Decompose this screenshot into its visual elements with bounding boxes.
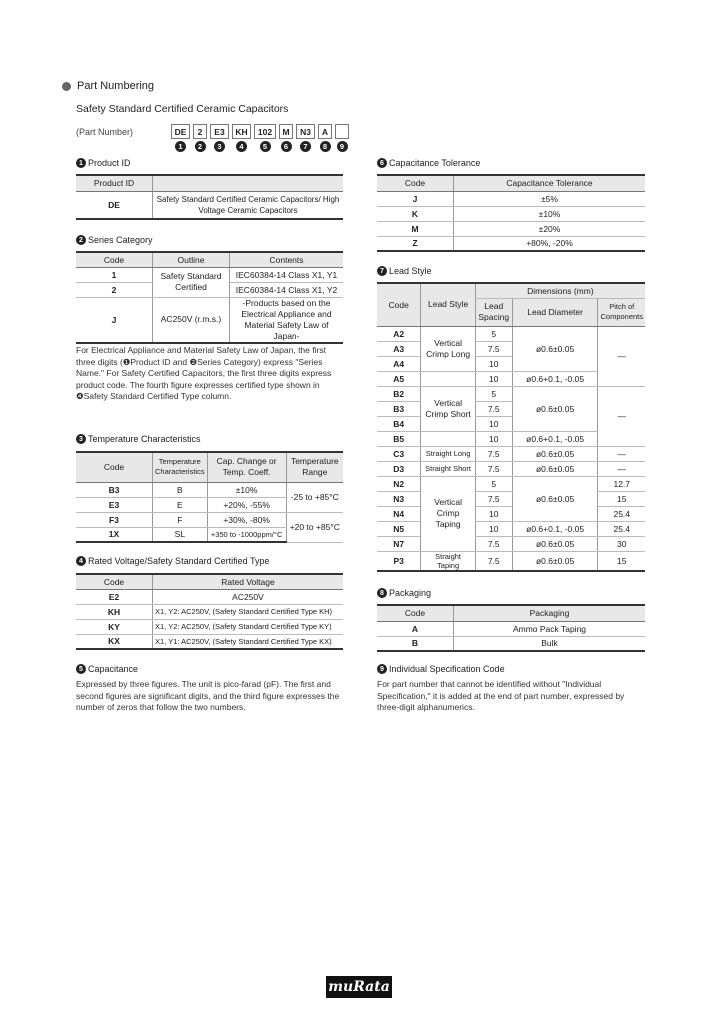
col-header: Code — [377, 175, 454, 191]
tolerance-table — [377, 174, 645, 252]
table-cell: ø0.6±0.05 — [512, 386, 598, 431]
col-header: Pitch of Components — [598, 298, 645, 326]
table-cell: 5 — [475, 326, 512, 341]
table-cell: Straight Long — [421, 446, 475, 461]
index-badge: 8 — [320, 141, 331, 152]
table-cell: Straight Short — [421, 461, 475, 476]
section-number: 1 — [76, 158, 86, 168]
table-cell: — — [598, 386, 645, 446]
table-cell: Safety Standard Certified Ceramic Capacitors/ High Voltage Ceramic Capacitors — [153, 191, 344, 219]
section-number: 7 — [377, 266, 387, 276]
table-cell: KX — [76, 634, 153, 649]
table-cell: Vertical Crimp Taping — [421, 476, 475, 551]
col-header: Outline — [153, 252, 230, 267]
table-cell: ø0.6±0.05 — [512, 476, 598, 521]
section-heading — [76, 235, 153, 245]
section-title: Individual Specification Code — [389, 664, 505, 674]
table-cell: E3 — [76, 497, 153, 512]
section-number: 4 — [76, 556, 86, 566]
table-cell: +20 to +85°C — [286, 512, 343, 542]
table-cell: -Products based on the Electrical Appliance and Material Safety Law of Japan- — [230, 297, 344, 343]
col-header: Dimensions (mm) — [475, 283, 645, 298]
table-cell: 7.5 — [475, 491, 512, 506]
table-cell: 15 — [598, 491, 645, 506]
section-title: Rated Voltage/Safety Standard Certified Type — [88, 556, 270, 566]
table-cell: 10 — [475, 356, 512, 371]
section-title: Capacitance Tolerance — [389, 158, 481, 168]
col-header: Code — [76, 252, 153, 267]
table-cell: F — [153, 512, 208, 527]
section-number: 2 — [76, 235, 86, 245]
table-cell: ±20% — [454, 221, 646, 236]
pn-box: M — [279, 124, 293, 139]
col-header: Lead Style — [421, 283, 475, 326]
table-cell: +80%, -20% — [454, 236, 646, 251]
table-cell: 2 — [76, 282, 153, 297]
section-heading — [377, 588, 431, 598]
table-cell: 25.4 — [598, 521, 645, 536]
table-cell: KH — [76, 604, 153, 619]
table-cell: -25 to +85°C — [286, 482, 343, 512]
table-cell: B2 — [377, 386, 421, 401]
index-badge: 4 — [236, 141, 247, 152]
table-cell: ø0.6+0.1, -0.05 — [512, 431, 598, 446]
table-cell: Straight Taping — [421, 551, 475, 571]
table-cell: Safety Standard Certified — [153, 267, 230, 297]
section-heading — [377, 266, 432, 276]
section-title: Capacitance — [88, 664, 139, 674]
table-cell: E2 — [76, 589, 153, 604]
table-cell: B4 — [377, 416, 421, 431]
pn-box: N3 — [296, 124, 315, 139]
section-heading — [76, 664, 138, 674]
page-title — [62, 80, 154, 92]
section-number: 5 — [76, 664, 86, 674]
section-number: 6 — [377, 158, 387, 168]
table-cell: X1, Y1: AC250V, (Safety Standard Certified Type KX) — [153, 634, 344, 649]
col-header: Code — [76, 574, 153, 589]
table-cell: 12.7 — [598, 476, 645, 491]
table-cell: IEC60384-14 Class X1, Y2 — [230, 282, 344, 297]
table-cell: 10 — [475, 371, 512, 386]
lead-style-table — [377, 282, 645, 572]
table-cell: ±5% — [454, 191, 646, 206]
table-cell: A4 — [377, 356, 421, 371]
table-cell: A5 — [377, 371, 421, 386]
table-cell: 7.5 — [475, 401, 512, 416]
section-heading — [377, 158, 480, 168]
table-cell: J — [76, 297, 153, 343]
table-cell: Vertical Crimp Short — [421, 386, 475, 431]
table-cell: — — [598, 326, 645, 386]
pn-box — [335, 124, 349, 139]
table-cell: A — [377, 621, 454, 636]
individual-text: For part number that cannot be identified without "Individual Specification," it is added at the end of part number, expressed by three-digit alphanumerics. — [377, 679, 625, 712]
table-cell: 10 — [475, 506, 512, 521]
product-id-table — [76, 174, 343, 220]
table-cell: X1, Y2: AC250V, (Safety Standard Certified Type KH) — [153, 604, 344, 619]
table-cell: B3 — [76, 482, 153, 497]
section-number: 8 — [377, 588, 387, 598]
table-cell: +30%, -80% — [207, 512, 286, 527]
table-cell: A2 — [377, 326, 421, 341]
table-cell: Ammo Pack Taping — [454, 621, 646, 636]
index-badge: 9 — [337, 141, 348, 152]
col-header: Lead Diameter — [512, 298, 598, 326]
table-cell — [421, 431, 475, 446]
table-cell: K — [377, 206, 454, 221]
col-header: Contents — [230, 252, 344, 267]
index-badge: 5 — [260, 141, 271, 152]
capacitance-text: Expressed by three figures. The unit is pico-farad (pF). The first and second figures are significant digits, and the third figure expresses the number of zeros that follow the two numbers. — [76, 679, 340, 712]
packaging-table — [377, 604, 645, 652]
table-cell: B5 — [377, 431, 421, 446]
pn-box: E3 — [210, 124, 229, 139]
table-cell: 30 — [598, 536, 645, 551]
section-title: Packaging — [389, 588, 432, 598]
table-cell: 7.5 — [475, 536, 512, 551]
index-badge: 6 — [281, 141, 292, 152]
table-cell: X1, Y2: AC250V, (Safety Standard Certified Type KY) — [153, 619, 344, 634]
table-cell: N4 — [377, 506, 421, 521]
table-cell: ±10% — [454, 206, 646, 221]
section-heading — [76, 434, 201, 444]
table-cell: Bulk — [454, 636, 646, 651]
table-cell: B3 — [377, 401, 421, 416]
section-heading — [76, 158, 131, 168]
pn-box: DE — [171, 124, 190, 139]
pn-box: 2 — [193, 124, 207, 139]
index-badge: 1 — [175, 141, 186, 152]
col-header: Code — [377, 283, 421, 326]
table-cell: ø0.6±0.05 — [512, 551, 598, 571]
pn-box: A — [318, 124, 332, 139]
title-text: Part Numbering — [77, 80, 155, 92]
table-cell: — — [598, 446, 645, 461]
table-cell: +350 to -1000ppm/°C — [207, 527, 286, 542]
table-cell: M — [377, 221, 454, 236]
table-cell: 10 — [475, 521, 512, 536]
table-cell: ø0.6±0.05 — [512, 446, 598, 461]
table-cell: ø0.6±0.05 — [512, 326, 598, 371]
col-header: Packaging — [454, 605, 646, 621]
table-cell: 10 — [475, 416, 512, 431]
col-header: Temperature Range — [286, 452, 343, 482]
rated-voltage-table — [76, 573, 343, 650]
table-cell: A3 — [377, 341, 421, 356]
table-cell: 1 — [76, 267, 153, 282]
col-header: Lead Spacing — [475, 298, 512, 326]
table-cell: SL — [153, 527, 208, 542]
table-cell: N7 — [377, 536, 421, 551]
table-cell: Vertical Crimp Long — [421, 326, 475, 371]
table-cell: N2 — [377, 476, 421, 491]
col-header: Cap. Change or Temp. Coeff. — [207, 452, 286, 482]
table-cell: IEC60384-14 Class X1, Y1 — [230, 267, 344, 282]
table-cell: ±10% — [207, 482, 286, 497]
table-cell: 25.4 — [598, 506, 645, 521]
section-heading — [377, 664, 505, 674]
table-cell: N3 — [377, 491, 421, 506]
table-cell: 10 — [475, 431, 512, 446]
col-header: Code — [76, 452, 153, 482]
section-title: Temperature Characteristics — [88, 434, 201, 444]
table-cell: E — [153, 497, 208, 512]
col-header: Code — [377, 605, 454, 621]
table-cell: B — [153, 482, 208, 497]
table-cell: — — [598, 461, 645, 476]
section-title: Product ID — [88, 158, 131, 168]
section-title: Series Category — [88, 235, 153, 245]
table-cell: C3 — [377, 446, 421, 461]
table-cell: 7.5 — [475, 551, 512, 571]
series-note: For Electrical Appliance and Material Safety Law of Japan, the first three digits (❶Product ID and ❷Series Category) express "Series Name." For Safety Certified Capacitors, the first three digits express product code. The fourth figure expresses certified type shown in ❹Safety Standard Certified Type column. — [76, 345, 332, 401]
table-cell: F3 — [76, 512, 153, 527]
table-cell: B — [377, 636, 454, 651]
col-header: Product ID — [76, 175, 153, 191]
table-cell: 5 — [475, 386, 512, 401]
table-cell — [421, 371, 475, 386]
table-cell: KY — [76, 619, 153, 634]
table-cell: 7.5 — [475, 461, 512, 476]
series-table — [76, 251, 343, 344]
table-cell: Z — [377, 236, 454, 251]
table-cell: D3 — [377, 461, 421, 476]
index-badge: 3 — [214, 141, 225, 152]
table-cell: 15 — [598, 551, 645, 571]
table-cell: AC250V (r.m.s.) — [153, 297, 230, 343]
table-cell: ø0.6±0.05 — [512, 536, 598, 551]
pn-box: 102 — [254, 124, 276, 139]
col-header: Capacitance Tolerance — [454, 175, 646, 191]
section-heading — [76, 556, 269, 566]
murata-logo: muRata — [326, 976, 392, 998]
table-cell: DE — [76, 191, 153, 219]
table-cell: P3 — [377, 551, 421, 571]
table-cell: ø0.6+0.1, -0.05 — [512, 521, 598, 536]
subtitle: Safety Standard Certified Ceramic Capacitors — [76, 103, 289, 115]
pn-box: KH — [232, 124, 251, 139]
table-cell: 7.5 — [475, 341, 512, 356]
index-badge: 7 — [300, 141, 311, 152]
table-cell: N5 — [377, 521, 421, 536]
part-number-indices — [171, 141, 349, 152]
table-cell: +20%, -55% — [207, 497, 286, 512]
table-cell: ø0.6±0.05 — [512, 461, 598, 476]
table-cell: 1X — [76, 527, 153, 542]
table-cell: ø0.6+0.1, -0.05 — [512, 371, 598, 386]
table-cell: 5 — [475, 476, 512, 491]
col-header: Temperature Characteristics — [153, 452, 208, 482]
table-cell: J — [377, 191, 454, 206]
bullet-icon — [62, 82, 71, 91]
section-title: Lead Style — [389, 266, 432, 276]
section-number: 9 — [377, 664, 387, 674]
part-number-boxes — [171, 124, 349, 139]
temperature-table — [76, 451, 343, 543]
table-cell: AC250V — [153, 589, 344, 604]
section-number: 3 — [76, 434, 86, 444]
table-cell: 7.5 — [475, 446, 512, 461]
part-number-label: (Part Number) — [76, 127, 134, 137]
index-badge: 2 — [195, 141, 206, 152]
col-header: Rated Voltage — [153, 574, 344, 589]
